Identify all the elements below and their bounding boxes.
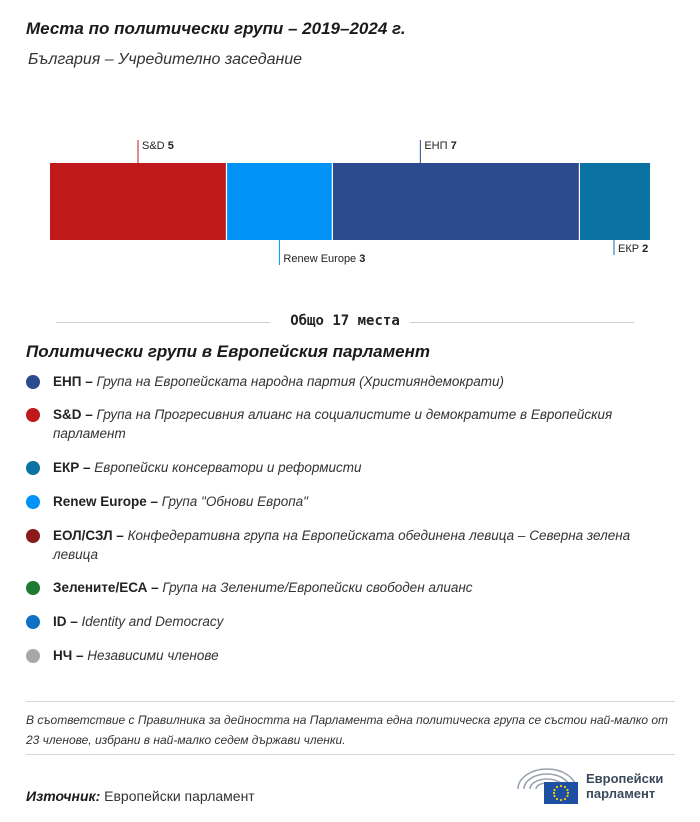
footnote: В съответствие с Правилника за дейността на Парламента една политическа група се състои най-малко от 23 членове, избрани в най-малко седем държави членки. (26, 713, 669, 747)
legend-dot (26, 461, 40, 475)
bar-segment (332, 163, 579, 240)
legend-text: Европейски консерватори и реформисти (94, 460, 362, 475)
legend-dot (26, 375, 40, 389)
legend-abbr: НЧ – (53, 648, 88, 663)
bar-segment (579, 163, 650, 240)
chart-title: Места по политически групи – 2019–2024 г. (26, 19, 406, 38)
source (26, 788, 255, 804)
legend-text: Identity and Democracy (81, 614, 224, 629)
legend-dot (26, 495, 40, 509)
legend-dot (26, 581, 40, 595)
legend-abbr: Renew Europe – (53, 494, 162, 509)
data-label: Renew Europe 3 (283, 253, 366, 265)
legend-text: Група на Прогресивния алианс на социалистите и демократите в Европейския парламент (53, 407, 613, 441)
logo-line1: Европейски (586, 771, 664, 786)
total-seats-label: Общо 17 места (290, 313, 400, 329)
legend-dot (26, 529, 40, 543)
data-label: S&D 5 (142, 140, 174, 152)
legend-abbr: S&D – (53, 407, 97, 422)
legend-dot (26, 649, 40, 663)
logo-line2: парламент (586, 786, 656, 801)
legend-dot (26, 615, 40, 629)
parliament-hemicycle-icon (514, 765, 580, 805)
data-label: ЕКР 2 (618, 243, 649, 255)
legend-abbr: ЕОЛ/СЗЛ – (53, 528, 128, 543)
stacked-bar-chart (0, 130, 700, 280)
legend-abbr: ID – (53, 614, 82, 629)
legend-text: Група на Зелените/Европейски свободен алианс (162, 580, 473, 595)
bar-segment (50, 163, 226, 240)
legend-abbr: Зелените/ЕСА – (53, 580, 163, 595)
source-label: Източник: (26, 788, 101, 804)
legend-text: Група на Европейската народна партия (Християндемократи) (96, 374, 505, 389)
legend-title: Политически групи в Европейския парламент (26, 342, 431, 361)
legend-dot (26, 408, 40, 422)
legend-text: Група "Обнови Европа" (161, 494, 308, 509)
legend-abbr: ЕНП – (53, 374, 97, 389)
total-seats (56, 313, 634, 333)
legend-abbr: ЕКР – (53, 460, 95, 475)
data-label: ЕНП 7 (424, 140, 457, 152)
legend-text: Независими членове (87, 648, 219, 663)
divider (26, 754, 675, 755)
logo-text (586, 771, 663, 801)
divider-right (410, 322, 634, 323)
bar-segment (226, 163, 332, 240)
chart-subtitle: България – Учредително заседание (28, 51, 303, 68)
legend-text: Конфедеративна група на Европейската обединена левица – Северна зелена левица (53, 528, 631, 562)
european-parliament-logo[interactable] (514, 765, 679, 805)
divider (26, 701, 675, 702)
source-value: Европейски парламент (100, 788, 255, 804)
